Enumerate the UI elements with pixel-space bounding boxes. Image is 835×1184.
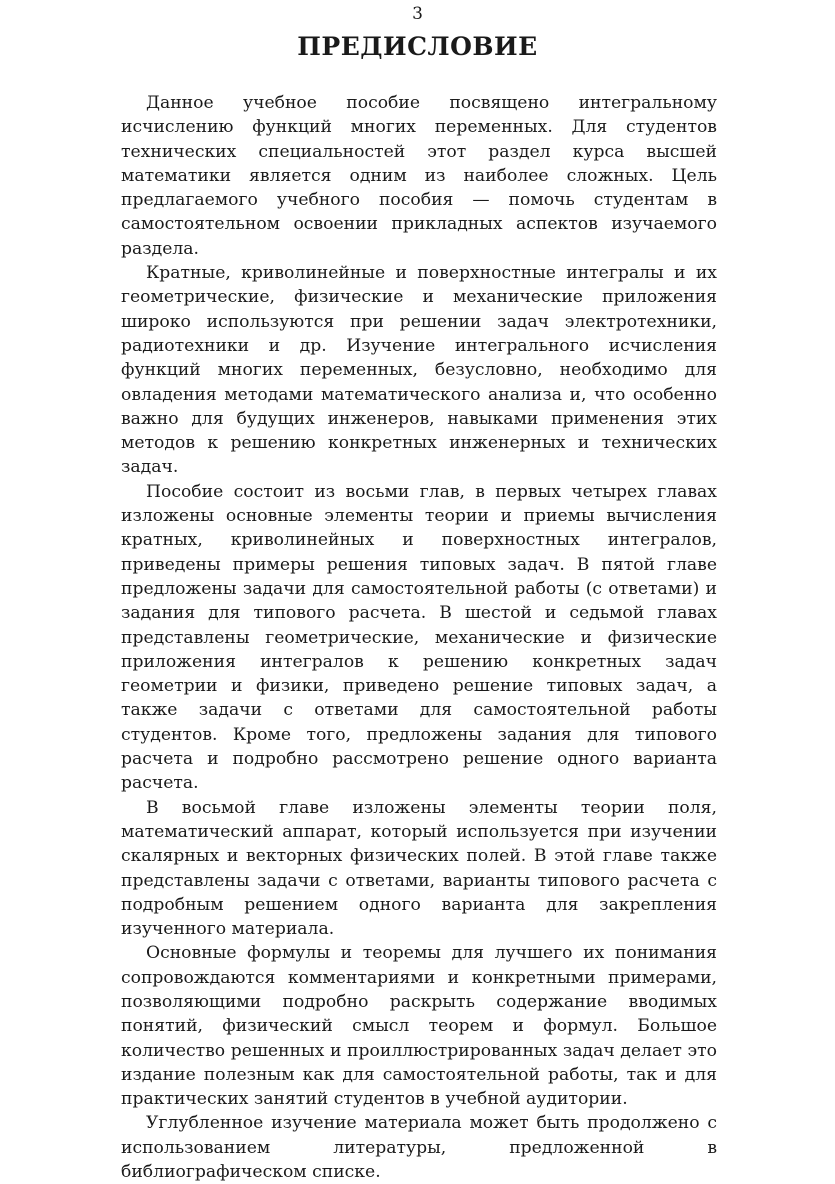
- body-text: [121, 91, 717, 1184]
- paragraph: Основные формулы и теоремы для лучшего их понимания сопровождаются комментариями и конкретными примерами, позволяющими подробно раскрыть содержание вводимых понятий, физический смысл теорем и формул. Большое количество решенных и проиллюстрированных задач делает это издание полезным как для самостоятельной работы, так и для практических занятий студентов в учебной аудитории.: [121, 943, 717, 1110]
- paragraph: Кратные, криволинейные и поверхностные интегралы и их геометрические, физические и механические приложения широко используются при решении задач электротехники, радиотехники и др. Изучение интегрального исчисления функций многих переменных, безусловно, необходимо для овладения методами математического анализа и, что особенно важно для будущих инженеров, навыками применения этих методов к решению конкретных инженерных и технических задач.: [121, 263, 717, 478]
- page-number: 3: [412, 4, 423, 24]
- paragraph: Пособие состоит из восьми глав, в первых четырех главах изложены основные элементы теории и приемы вычисления кратных, криволинейных и поверхностных интегралов, приведены примеры решения типовых задач. В пятой главе предложены задачи для самостоятельной работы (с ответами) и задания для типового расчета. В шестой и седьмой главах представлены геометрические, механические и физические приложения интегралов к решению конкретных задач геометрии и физики, приведено решение типовых задач, а также задачи с ответами для самостоятельной работы студентов. Кроме того, предложены задания для типового расчета и подробно рассмотрено решение одного варианта расчета.: [121, 481, 717, 794]
- paragraph: Углубленное изучение материала может быть продолжено с использованием литературы, предложенной в библиографическом списке.: [121, 1113, 717, 1183]
- paragraph: Данное учебное пособие посвящено интегральному исчислению функций многих переменных. Для студентов технических специальностей этот раздел курса высшей математики является одним из наиболее сложных. Цель предлагаемого учебного пособия — помочь студентам в самостоятельном освоении прикладных аспектов изучаемого раздела.: [121, 93, 717, 259]
- page-title: ПРЕДИСЛОВИЕ: [297, 32, 538, 61]
- paragraph: В восьмой главе изложены элементы теории поля, математический аппарат, который используется при изучении скалярных и векторных физических полей. В этой главе также представлены задачи с ответами, варианты типового расчета с подробным решением одного варианта для закрепления изученного материала.: [121, 797, 717, 940]
